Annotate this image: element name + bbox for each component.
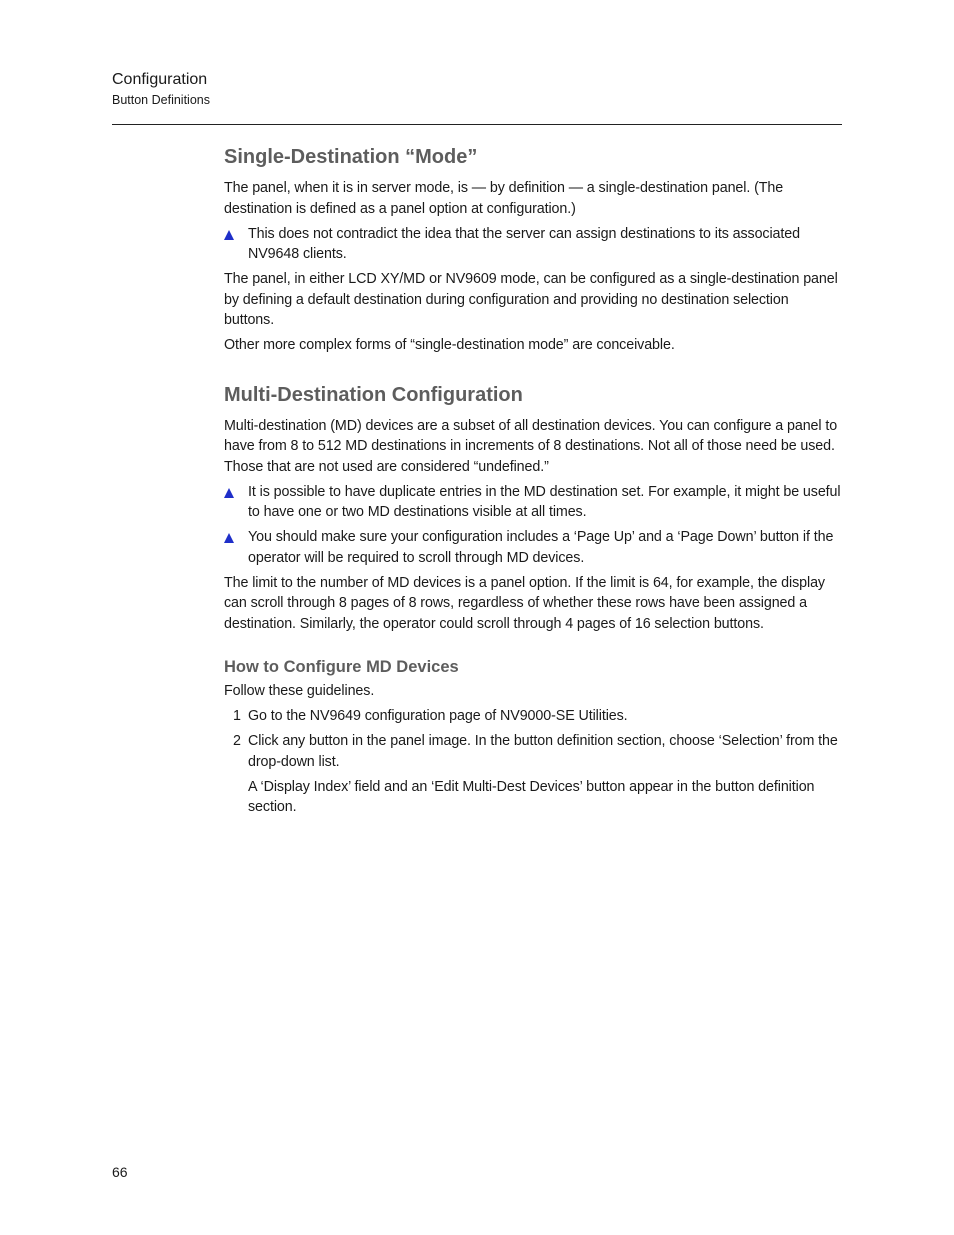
paragraph: Multi-destination (MD) devices are a subset of all destination devices. You can configure a panel to have from 8 to 512 MD destinations in increments of 8 destinations. Not all of those need be used. Those that are not used are considered “undefined.” bbox=[224, 417, 838, 475]
heading-how-to-configure: How to Configure MD Devices bbox=[224, 658, 459, 676]
bullet-item bbox=[224, 527, 842, 568]
triangle-bullet-icon bbox=[224, 533, 234, 543]
step-item bbox=[224, 731, 842, 772]
chapter-title: Configuration bbox=[112, 71, 208, 88]
paragraph: The limit to the number of MD devices is a panel option. If the limit is 64, for example, the display can scroll through 8 pages of 8 rows, regardless of whether these rows have been assigned a destination. Similarly, the operator could scroll through 4 pages of 16 selection buttons. bbox=[224, 574, 825, 632]
bullet-text: It is possible to have duplicate entries in the MD destination set. For example, it might be useful to have one or two MD destinations visible at all times. bbox=[248, 483, 841, 520]
step-item bbox=[224, 706, 842, 727]
step-number: 1 bbox=[233, 708, 241, 724]
page-body bbox=[224, 144, 842, 822]
bullet-text: You should make sure your configuration includes a ‘Page Up’ and a ‘Page Down’ button if the operator will be required to scroll through MD devices. bbox=[248, 529, 834, 566]
bullet-item bbox=[224, 224, 842, 265]
section-title: Button Definitions bbox=[112, 93, 210, 107]
header-divider bbox=[112, 124, 842, 125]
bullet-text: This does not contradict the idea that the server can assign destinations to its associated NV9648 clients. bbox=[248, 225, 800, 262]
paragraph: The panel, when it is in server mode, is — by definition — a single-destination panel. (The destination is defined as a panel option at configuration.) bbox=[224, 180, 784, 217]
step-number: 2 bbox=[233, 733, 241, 749]
step-continuation: A ‘Display Index’ field and an ‘Edit Multi-Dest Devices’ button appear in the button definition section. bbox=[248, 778, 815, 815]
step-text: Go to the NV9649 configuration page of NV9000-SE Utilities. bbox=[248, 708, 628, 724]
step-text: Click any button in the panel image. In the button definition section, choose ‘Selection’ from the drop-down list. bbox=[248, 733, 838, 770]
paragraph: Follow these guidelines. bbox=[224, 683, 375, 699]
bullet-item bbox=[224, 482, 842, 523]
triangle-bullet-icon bbox=[224, 230, 234, 240]
heading-single-destination: Single-Destination “Mode” bbox=[224, 146, 478, 168]
triangle-bullet-icon bbox=[224, 488, 234, 498]
heading-multi-destination: Multi-Destination Configuration bbox=[224, 383, 523, 406]
page-number: 66 bbox=[112, 1164, 128, 1180]
running-header bbox=[112, 70, 210, 108]
paragraph: The panel, in either LCD XY/MD or NV9609 mode, can be configured as a single-destination panel by defining a default destination during configuration and providing no destination selection buttons. bbox=[224, 271, 838, 328]
paragraph: Other more complex forms of “single-destination mode” are conceivable. bbox=[224, 337, 675, 353]
